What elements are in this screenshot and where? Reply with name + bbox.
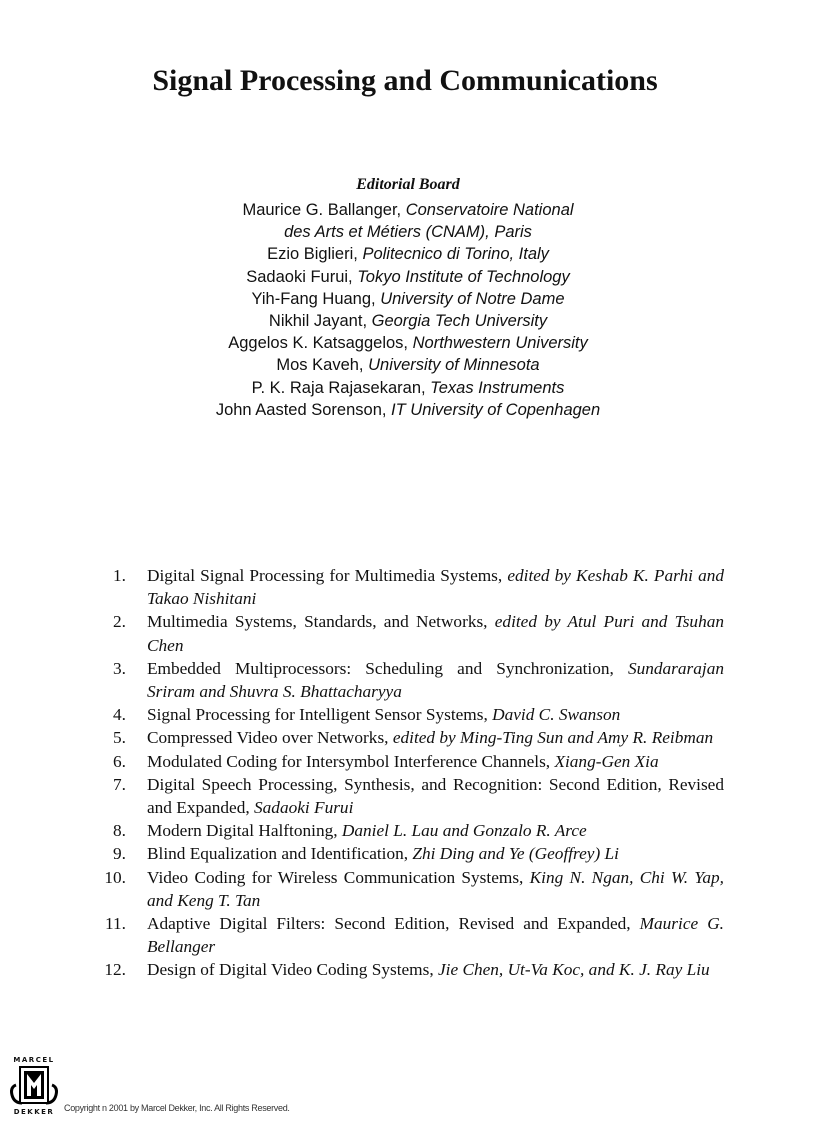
member-name: Yih-Fang Huang, bbox=[251, 289, 381, 308]
series-number: 5. bbox=[113, 728, 126, 748]
series-title: Digital Speech Processing, Synthesis, and Recognition: Second Edition, Revised and Expanded, bbox=[147, 774, 724, 818]
board-member bbox=[0, 266, 816, 288]
series-editors: Xiang-Gen Xia bbox=[554, 751, 659, 771]
member-name: Mos Kaveh, bbox=[276, 356, 369, 375]
board-member bbox=[0, 377, 816, 399]
series-editors: Zhi Ding and Ye (Geoffrey) Li bbox=[412, 844, 619, 864]
series-number: 2. bbox=[113, 612, 126, 632]
series-editors: Daniel L. Lau and Gonzalo R. Arce bbox=[341, 821, 587, 841]
board-member bbox=[0, 310, 816, 332]
member-affiliation: IT University of Copenhagen bbox=[391, 400, 601, 419]
board-member bbox=[0, 243, 816, 265]
series-number: 7. bbox=[113, 774, 126, 794]
member-name: P. K. Raja Rajasekaran, bbox=[251, 378, 431, 397]
series-number: 8. bbox=[113, 821, 126, 841]
series-item bbox=[84, 773, 724, 819]
series-item bbox=[84, 657, 724, 703]
series-title: Adaptive Digital Filters: Second Edition, Revised and Expanded, bbox=[147, 914, 640, 934]
board-member bbox=[0, 221, 816, 243]
series-editors: Jie Chen, Ut-Va Koc, and K. J. Ray Liu bbox=[437, 960, 710, 980]
series-number: 1. bbox=[113, 566, 126, 585]
series-title: Digital Signal Processing for Multimedia Systems, bbox=[147, 566, 508, 585]
member-affiliation: Tokyo Institute of Technology bbox=[357, 267, 570, 286]
series-editors: Sundararajan Sriram and Shuvra S. Bhattacharyya bbox=[147, 658, 724, 702]
member-affiliation: Conservatoire National bbox=[405, 201, 574, 219]
series-item bbox=[84, 750, 724, 773]
series-number: 4. bbox=[113, 705, 126, 725]
board-member bbox=[0, 288, 816, 310]
series-title: Embedded Multiprocessors: Scheduling and Synchronization, bbox=[147, 658, 628, 678]
series-number: 10. bbox=[104, 867, 126, 887]
member-affiliation: University of Notre Dame bbox=[380, 289, 565, 308]
board-member bbox=[0, 399, 816, 421]
series-item bbox=[84, 819, 724, 842]
member-name: John Aasted Sorenson, bbox=[215, 400, 392, 419]
series-title: Design of Digital Video Coding Systems, bbox=[147, 960, 438, 980]
copyright-notice: Copyright n 2001 by Marcel Dekker, Inc. All Rights Reserved. bbox=[64, 1103, 290, 1113]
member-name: Aggelos K. Katsaggelos, bbox=[228, 334, 413, 353]
series-item bbox=[84, 912, 724, 958]
series-title: Video Coding for Wireless Communication Systems, bbox=[147, 867, 530, 887]
series-title: Signal Processing for Intelligent Sensor Systems, bbox=[147, 705, 493, 725]
series-item bbox=[84, 610, 724, 656]
publisher-logo bbox=[6, 1056, 58, 1116]
series-title: Modulated Coding for Intersymbol Interference Channels, bbox=[147, 751, 555, 771]
logo-text-top: MARCEL bbox=[13, 1056, 55, 1064]
series-editors: King N. Ngan, Chi W. Yap, and Keng T. Tan bbox=[147, 867, 724, 910]
series-editors: Maurice G. Bellanger bbox=[147, 914, 724, 957]
member-affiliation: Northwestern University bbox=[412, 334, 588, 353]
series-editors: edited by Ming-Ting Sun and Amy R. Reibman bbox=[392, 728, 714, 748]
board-member bbox=[0, 332, 816, 354]
series-number: 9. bbox=[113, 844, 126, 864]
page-title: Signal Processing and Communications bbox=[152, 64, 658, 97]
series-title: Blind Equalization and Identification, bbox=[147, 844, 413, 864]
series-item bbox=[84, 564, 724, 610]
editorial-board bbox=[0, 174, 816, 421]
member-name: Nikhil Jayant, bbox=[268, 312, 372, 331]
member-affiliation: Georgia Tech University bbox=[371, 312, 548, 331]
member-affiliation: Politecnico di Torino, Italy bbox=[362, 245, 549, 264]
series-number: 12. bbox=[104, 960, 126, 980]
series-item bbox=[84, 726, 724, 749]
series-number: 6. bbox=[113, 751, 126, 771]
series-editors: edited by Atul Puri and Tsuhan Chen bbox=[147, 612, 724, 655]
series-editors: Sadaoki Furui bbox=[254, 798, 354, 818]
editorial-board-heading: Editorial Board bbox=[356, 176, 460, 193]
member-affiliation: Texas Instruments bbox=[430, 378, 565, 397]
board-member bbox=[0, 354, 816, 376]
member-affiliation: des Arts et Métiers (CNAM), Paris bbox=[284, 223, 532, 242]
series-editors: edited by Keshab K. Parhi and Takao Nishitani bbox=[147, 566, 724, 609]
series-item bbox=[84, 842, 724, 865]
member-name: Sadaoki Furui, bbox=[246, 267, 358, 286]
series-item bbox=[84, 703, 724, 726]
series-title: Multimedia Systems, Standards, and Networks, bbox=[147, 612, 495, 632]
board-member bbox=[0, 199, 816, 221]
series-item bbox=[84, 958, 724, 981]
series-title: Modern Digital Halftoning, bbox=[147, 821, 342, 841]
member-affiliation: University of Minnesota bbox=[368, 356, 540, 375]
series-editors: David C. Swanson bbox=[492, 705, 621, 725]
member-name: Ezio Biglieri, bbox=[267, 245, 363, 264]
logo-text-bottom: DEKKER bbox=[13, 1108, 55, 1116]
series-list bbox=[84, 564, 724, 982]
series-number: 11. bbox=[105, 914, 126, 934]
series-item bbox=[84, 866, 724, 912]
series-number: 3. bbox=[113, 658, 126, 678]
publisher-logo-icon bbox=[10, 1065, 58, 1107]
series-title: Compressed Video over Networks, bbox=[147, 728, 393, 748]
member-name: Maurice G. Ballanger, bbox=[242, 201, 406, 219]
